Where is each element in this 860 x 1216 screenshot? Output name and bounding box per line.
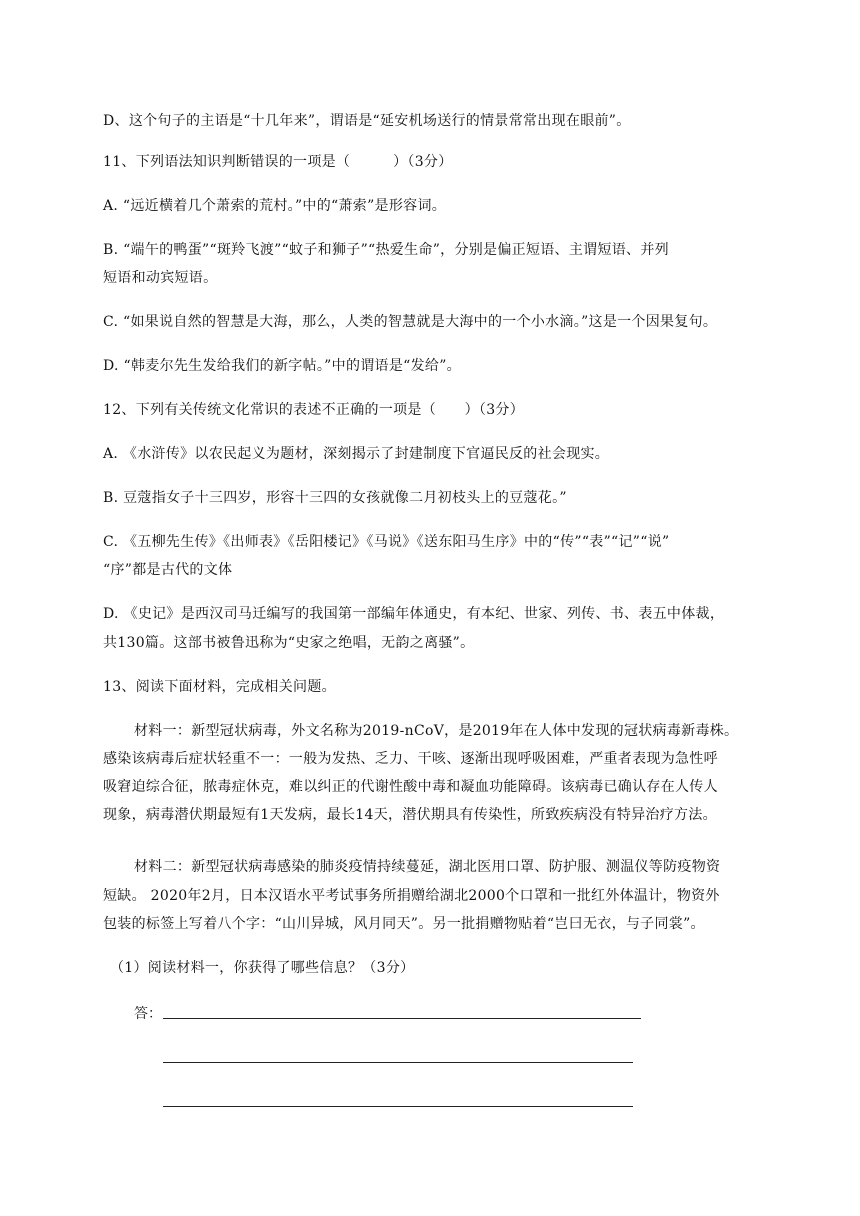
material-one-line3: 吸窘迫综合征，脓毒症休克，难以纠正的代谢性酸中毒和凝血功能障碍。该病毒已确认存在人传人: [103, 779, 718, 795]
q11-stem: 11、下列语法知识判断错误的一项是（ ）（3分）: [103, 154, 453, 170]
q11-option-a: A. “远近横着几个萧索的荒村。”中的“萧索”是形容词。: [103, 198, 447, 214]
answer-line-2[interactable]: [163, 1062, 633, 1063]
material-one-line4: 现象，病毒潜伏期最短有1天发病，最长14天，潜伏期具有传染性，所致疾病没有特异治疗方法。: [103, 807, 717, 823]
q12-option-d-line2: 共130篇。这部书被鲁迅称为“史家之绝唱，无韵之离骚”。: [103, 635, 475, 651]
q12-option-b: B. 豆蔻指女子十三四岁，形容十三四的女孩就像二月初枝头上的豆蔻花。”: [103, 490, 567, 506]
answer-line-3[interactable]: [163, 1106, 633, 1107]
answer-line-1[interactable]: [163, 1018, 641, 1019]
q13-sub1-stem: （1）阅读材料一，你获得了哪些信息？（3分）: [110, 960, 415, 976]
material-two-line2: 短缺。 2020年2月，日本汉语水平考试事务所捐赠给湖北2000个口罩和一批红外体温计，物资外: [103, 888, 720, 904]
q13-stem: 13、阅读下面材料，完成相关问题。: [103, 679, 336, 695]
q11-option-b-line2: 短语和动宾短语。: [103, 270, 218, 286]
q12-option-a: A. 《水浒传》以农民起义为题材，深刻揭示了封建制度下官逼民反的社会现实。: [103, 446, 610, 462]
q12-option-d-line1: D. 《史记》是西汉司马迁编写的我国第一部编年体通史，有本纪、世家、列传、书、表五中体裁，: [103, 606, 725, 622]
q12-option-c-line2: “序”都是古代的文体: [103, 562, 233, 578]
material-two-line3: 包装的标签上写着八个字：“山川异城，风月同天”。另一批捐赠物贴着“岂曰无衣，与子同裳”。: [103, 916, 705, 932]
q11-option-b-line1: B. “端午的鸭蛋”“斑羚飞渡”“蚊子和狮子”“热爱生命”，分别是偏正短语、主谓短语、并列: [103, 242, 669, 258]
material-one-line2: 感染该病毒后症状轻重不一：一般为发热、乏力、干咳、逐渐出现呼吸困难，严重者表现为急性呼: [103, 751, 718, 767]
material-two-line1: 材料二：新型冠状病毒感染的肺炎疫情持续蔓延，湖北医用口罩、防护服、测温仪等防疫物资: [134, 859, 721, 875]
q12-option-c-line1: C. 《五柳先生传》《出师表》《岳阳楼记》《马说》《送东阳马生序》中的“传”“表”“记”“说”: [103, 534, 670, 550]
q11-option-d: D. “韩麦尔先生发给我们的新字帖。”中的谓语是“发给”。: [103, 358, 461, 374]
material-one-line1: 材料一：新型冠状病毒，外文名称为2019-nCoV，是2019年在人体中发现的冠状病毒新毒株。: [134, 723, 739, 739]
q10-option-d: D、这个句子的主语是“十几年来”，谓语是“延安机场送行的情景常常出现在眼前”。: [103, 113, 631, 129]
q11-option-c: C. “如果说自然的智慧是大海，那么，人类的智慧就是大海中的一个小水滴。”这是一个因果复句。: [103, 314, 718, 330]
answer-label: 答：: [134, 1006, 162, 1022]
q12-stem: 12、下列有关传统文化常识的表述不正确的一项是（ ）（3分）: [103, 402, 525, 418]
